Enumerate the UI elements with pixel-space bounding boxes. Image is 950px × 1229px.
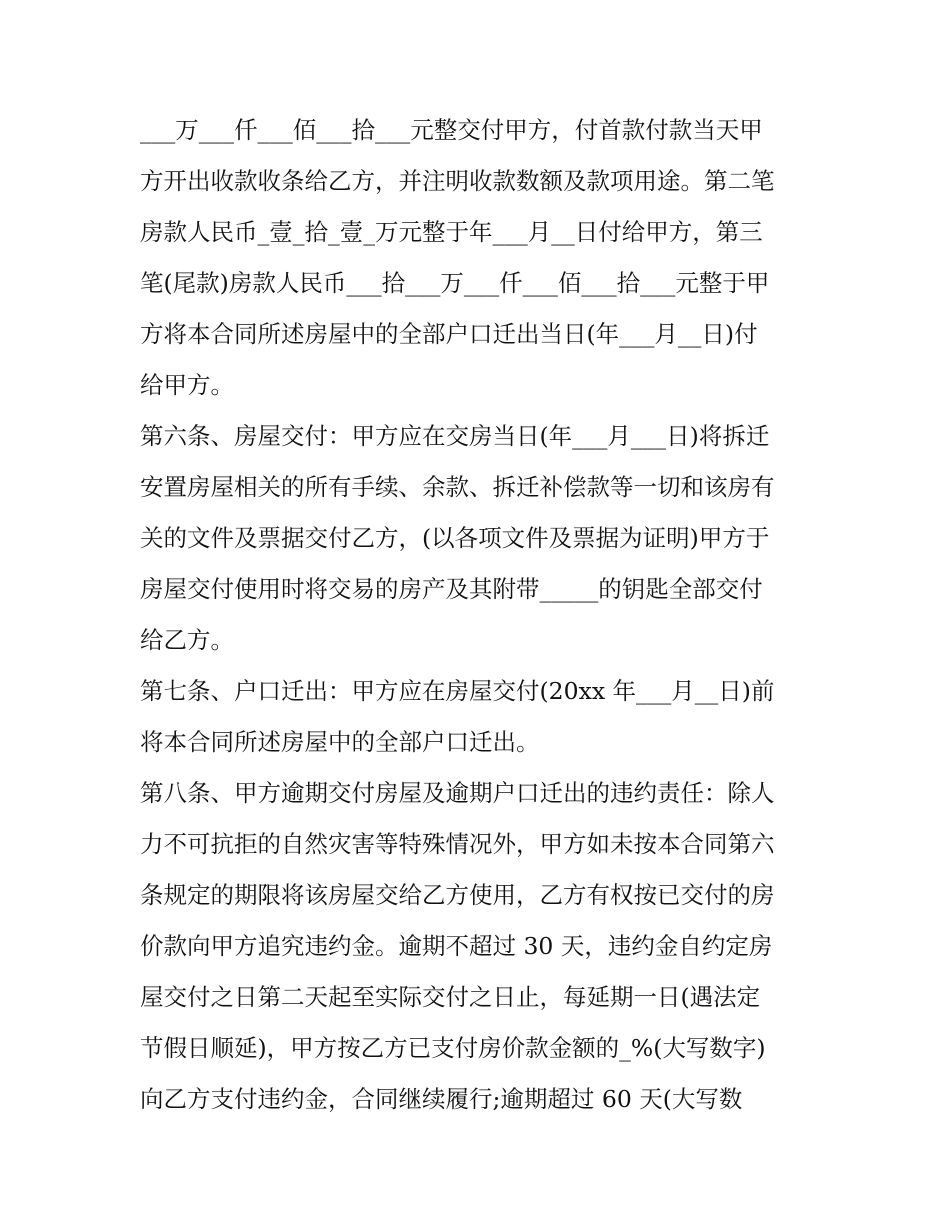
text-line: 方开出收款收条给乙方，并注明收款数额及款项用途。第二笔 (140, 167, 775, 195)
text-line: 力不可抗拒的自然灾害等特殊情况外，甲方如未按本合同第六 (140, 830, 775, 858)
contract-body-text (140, 105, 830, 1125)
text-line: 价款向甲方追究违约金。逾期不超过 30 天，违约金自约定房 (140, 932, 773, 960)
clause-8-heading-line: 第八条、甲方逾期交付房屋及逾期户口迁出的违约责任：除人 (140, 779, 775, 807)
text-line: 房屋交付使用时将交易的房产及其附带_____的钥匙全部交付 (140, 575, 763, 603)
text-line: 向乙方支付违约金，合同继续履行;逾期超过 60 天(大写数 (140, 1085, 743, 1113)
text-line: 房款人民币_壹_拾_壹_万元整于年___月__日付给甲方，第三 (140, 218, 763, 246)
clause-7-heading-line: 第七条、户口迁出：甲方应在房屋交付(20xx 年___月__日)前 (140, 677, 775, 705)
text-line: 方将本合同所述房屋中的全部户口迁出当日(年___月__日)付 (140, 320, 758, 348)
text-line: 将本合同所述房屋中的全部户口迁出。 (140, 728, 540, 756)
text-line: 给乙方。 (140, 626, 234, 654)
text-line: 屋交付之日第二天起至实际交付之日止，每延期一日(遇法定 (140, 983, 761, 1011)
text-line: 关的文件及票据交付乙方，(以各项文件及票据为证明)甲方于 (140, 524, 770, 552)
clause-6-heading-line: 第六条、房屋交付：甲方应在交房当日(年___月___日)将拆迁 (140, 422, 770, 450)
text-line: 条规定的期限将该房屋交给乙方使用，乙方有权按已交付的房 (140, 881, 775, 909)
text-line: 给甲方。 (140, 371, 234, 399)
text-line: 安置房屋相关的所有手续、余款、拆迁补偿款等一切和该房有 (140, 473, 775, 501)
text-line: ___万___仟___佰___拾___元整交付甲方，付首款付款当天甲 (140, 116, 763, 144)
text-line: 节假日顺延)，甲方按乙方已支付房价款金额的_%(大写数字) (140, 1034, 766, 1062)
text-line: 笔(尾款)房款人民币___拾___万___仟___佰___拾___元整于甲 (140, 269, 770, 297)
